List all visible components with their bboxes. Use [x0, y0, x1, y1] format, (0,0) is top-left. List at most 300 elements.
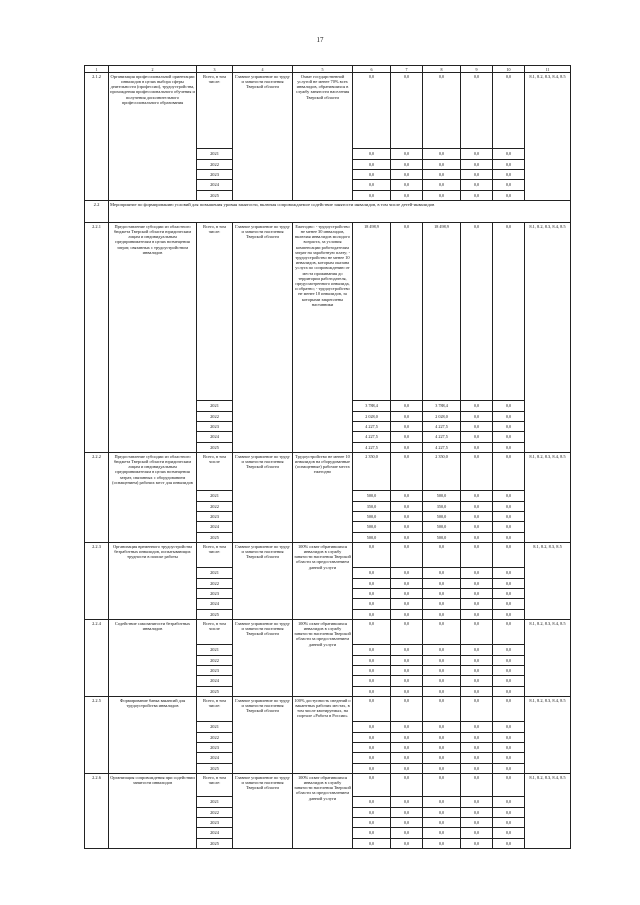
- total-value: 18 498,9: [364, 223, 379, 229]
- year-value: 0,0: [461, 588, 492, 598]
- year-value: 0,0: [353, 686, 390, 696]
- year-value: 0,0: [353, 179, 390, 189]
- column-number: 3: [197, 66, 233, 73]
- year-value: 0,0: [391, 752, 422, 762]
- year-value: 0,0: [461, 655, 492, 665]
- year-value: 0,0: [391, 796, 422, 806]
- row-number: 2.2.3: [85, 543, 109, 620]
- column-number: 4: [233, 66, 293, 73]
- year-label: 2022: [197, 411, 232, 421]
- year-value: 0,0: [423, 742, 460, 752]
- year-value: 0,0: [391, 421, 422, 431]
- year-value: 0,0: [493, 675, 524, 685]
- year-value: 0,0: [461, 190, 492, 200]
- year-value: 0,0: [423, 567, 460, 577]
- year-value: 0,0: [391, 665, 422, 675]
- year-value: 0,0: [423, 817, 460, 827]
- section-row: [85, 201, 571, 223]
- value-cell: [391, 73, 423, 201]
- year-value: 0,0: [461, 169, 492, 179]
- table-row: [85, 453, 571, 543]
- value-cell: [493, 620, 525, 697]
- value-cell: [493, 774, 525, 849]
- total-label: Всего, в том числе:: [203, 73, 226, 84]
- year-value: 0,0: [391, 190, 422, 200]
- year-value: 0,0: [493, 588, 524, 598]
- value-cell: [353, 223, 391, 453]
- year-label: 2021: [197, 148, 232, 158]
- year-value: 0,0: [493, 511, 524, 521]
- year-value: 0,0: [461, 532, 492, 542]
- year-value: 0,0: [493, 732, 524, 742]
- year-value: 0,0: [391, 431, 422, 441]
- executor: Главное управление по труду и занятости населения Тверской области: [233, 543, 293, 620]
- executor: Главное управление по труду и занятости населения Тверской области: [233, 697, 293, 774]
- year-value: 0,0: [353, 827, 390, 837]
- indicator-codes: 8.1, 8.2, 8.3, 8.4, 8.5: [525, 453, 571, 543]
- indicator-codes: 8.1, 8.2, 8.3, 8.4, 8.5: [525, 774, 571, 849]
- year-value: 0,0: [391, 578, 422, 588]
- column-number: 2: [109, 66, 197, 73]
- executor: Главное управление по труду и занятости населения Тверской области: [233, 620, 293, 697]
- year-value: 0,0: [353, 148, 390, 158]
- year-value: 0,0: [353, 588, 390, 598]
- year-value: 0,0: [423, 763, 460, 773]
- year-value: 4 227,5: [423, 431, 460, 441]
- year-value: 0,0: [353, 742, 390, 752]
- year-value: 0,0: [461, 763, 492, 773]
- period-cell: [197, 223, 233, 453]
- year-value: 0,0: [461, 807, 492, 817]
- year-value: 0,0: [423, 179, 460, 189]
- year-value: 0,0: [391, 732, 422, 742]
- year-label: 2024: [197, 598, 232, 608]
- year-value: 0,0: [391, 532, 422, 542]
- total-value: 0,0: [473, 774, 480, 780]
- year-value: 0,0: [423, 598, 460, 608]
- year-value: 0,0: [461, 511, 492, 521]
- year-value: 0,0: [493, 190, 524, 200]
- year-value: 0,0: [461, 796, 492, 806]
- year-value: 0,0: [423, 159, 460, 169]
- table-row: [85, 774, 571, 849]
- value-cell: [461, 453, 493, 543]
- year-value: 350,0: [423, 501, 460, 511]
- year-value: 0,0: [493, 411, 524, 421]
- activity-name: Организация временного трудоустройства безработных инвалидов, испытывающих трудности в поиске работы: [109, 543, 197, 620]
- indicator-codes: 8.1, 8.2, 8.3, 8.4, 8.5: [525, 620, 571, 697]
- indicator: 100% доступность сведений о вакантных рабочих местах, в том числе квотируемых, на портале «Работа в России»: [293, 697, 353, 774]
- year-label: 2022: [197, 159, 232, 169]
- value-cell: [423, 774, 461, 849]
- period-cell: [197, 453, 233, 543]
- total-label: Всего, в том числе:: [203, 223, 226, 234]
- year-value: 0,0: [353, 807, 390, 817]
- activity-name: Формирование банка вакансий для трудоустройства инвалидов: [109, 697, 197, 774]
- value-cell: [461, 774, 493, 849]
- year-label: 2022: [197, 807, 232, 817]
- year-label: 2022: [197, 578, 232, 588]
- total-value: 0,0: [505, 223, 512, 229]
- year-value: 0,0: [353, 721, 390, 731]
- indicator: Трудоустройство не менее 10 инвалидов на оборудованные (оснащенные) рабочие места ежегодно: [293, 453, 353, 543]
- year-value: 0,0: [391, 501, 422, 511]
- year-value: 0,0: [493, 521, 524, 531]
- year-value: 0,0: [353, 655, 390, 665]
- table-row: [85, 697, 571, 774]
- year-value: 0,0: [461, 817, 492, 827]
- section-title: Мероприятие по формированию условий для повышения уровня занятости, включая сопровождаемое содействие занятости инвалидов, в том числе детей-инвалидов: [109, 201, 571, 223]
- year-value: 0,0: [423, 675, 460, 685]
- activity-name: Организация профессиональной ориентации инвалидов в целях выбора сферы деятельности (профессии), трудоустройства, прохождения профессионального обучения и получения дополнительного профессионального образования: [109, 73, 197, 201]
- year-value: 0,0: [493, 421, 524, 431]
- total-value: 0,0: [368, 73, 375, 79]
- total-value: 0,0: [473, 697, 480, 703]
- year-value: 0,0: [353, 169, 390, 179]
- value-cell: [353, 774, 391, 849]
- total-value: 18 498,9: [434, 223, 449, 229]
- year-value: 0,0: [461, 686, 492, 696]
- year-label: 2021: [197, 490, 232, 500]
- column-number: 9: [461, 66, 493, 73]
- year-value: 0,0: [423, 665, 460, 675]
- year-value: 0,0: [353, 159, 390, 169]
- year-value: 0,0: [493, 763, 524, 773]
- year-value: 0,0: [391, 817, 422, 827]
- total-value: 0,0: [403, 620, 410, 626]
- year-value: 0,0: [423, 752, 460, 762]
- total-label: Всего, в том числе: [203, 620, 226, 631]
- value-cell: [461, 620, 493, 697]
- total-label: Всего, в том числе: [203, 453, 226, 464]
- year-label: 2023: [197, 817, 232, 827]
- year-value: 0,0: [423, 807, 460, 817]
- year-label: 2021: [197, 567, 232, 577]
- activity-name: Предоставление субсидии из областного бюджета Тверской области юридическим лицам и индивидуальным предпринимателям в целях возмещения затрат, связанных с трудоустройством инвалидов: [109, 223, 197, 453]
- year-value: 2 028,0: [423, 411, 460, 421]
- total-value: 0,0: [403, 73, 410, 79]
- year-value: 0,0: [493, 742, 524, 752]
- total-value: 0,0: [403, 543, 410, 549]
- year-label: 2024: [197, 179, 232, 189]
- year-value: 0,0: [391, 827, 422, 837]
- row-number: 2.1.2: [85, 73, 109, 201]
- year-label: 2025: [197, 609, 232, 619]
- year-value: 0,0: [391, 588, 422, 598]
- value-cell: [353, 620, 391, 697]
- year-value: 4 227,5: [353, 431, 390, 441]
- year-value: 0,0: [493, 686, 524, 696]
- column-number: 1: [85, 66, 109, 73]
- year-value: 0,0: [461, 598, 492, 608]
- row-number: 2.2.6: [85, 774, 109, 849]
- value-cell: [423, 453, 461, 543]
- year-value: 0,0: [423, 644, 460, 654]
- total-value: 2 350,0: [435, 453, 448, 459]
- column-number: 7: [391, 66, 423, 73]
- year-label: 2023: [197, 588, 232, 598]
- indicator: 100% охват обратившихся инвалидов в службу занятости населения Тверской области за предоставлением данной услуги: [293, 543, 353, 620]
- year-label: 2025: [197, 763, 232, 773]
- value-cell: [353, 697, 391, 774]
- year-value: 0,0: [391, 511, 422, 521]
- indicator-codes: 8.1, 8.2, 8.3, 8.5: [525, 543, 571, 620]
- period-cell: [197, 774, 233, 849]
- year-label: 2021: [197, 721, 232, 731]
- value-cell: [391, 620, 423, 697]
- total-value: 0,0: [368, 620, 375, 626]
- year-value: 4 227,5: [353, 442, 390, 452]
- year-value: 0,0: [391, 838, 422, 848]
- year-value: 0,0: [493, 148, 524, 158]
- value-cell: [391, 453, 423, 543]
- total-label: Всего, в том числе:: [203, 543, 226, 554]
- year-value: 0,0: [493, 665, 524, 675]
- total-value: 0,0: [473, 620, 480, 626]
- year-label: 2024: [197, 675, 232, 685]
- year-value: 3 788,4: [423, 400, 460, 410]
- activity-name: Содействие самозанятости безработных инвалидов: [109, 620, 197, 697]
- year-value: 0,0: [391, 169, 422, 179]
- year-value: 0,0: [423, 169, 460, 179]
- year-value: 0,0: [353, 817, 390, 827]
- year-value: 500,0: [423, 511, 460, 521]
- value-cell: [353, 543, 391, 620]
- year-label: 2023: [197, 742, 232, 752]
- year-value: 0,0: [391, 742, 422, 752]
- total-value: 0,0: [473, 543, 480, 549]
- year-value: 0,0: [353, 609, 390, 619]
- year-value: 0,0: [493, 567, 524, 577]
- year-value: 0,0: [353, 190, 390, 200]
- year-label: 2021: [197, 644, 232, 654]
- total-value: 0,0: [473, 453, 480, 459]
- total-value: 0,0: [438, 620, 445, 626]
- year-value: 350,0: [353, 501, 390, 511]
- year-label: 2024: [197, 431, 232, 441]
- year-value: 0,0: [461, 827, 492, 837]
- year-label: 2023: [197, 421, 232, 431]
- table-row: [85, 73, 571, 201]
- year-value: 0,0: [423, 827, 460, 837]
- year-value: 4 227,5: [423, 421, 460, 431]
- year-label: 2025: [197, 442, 232, 452]
- total-value: 0,0: [473, 73, 480, 79]
- year-label: 2025: [197, 838, 232, 848]
- year-value: 0,0: [353, 838, 390, 848]
- year-value: 0,0: [353, 578, 390, 588]
- period-cell: [197, 73, 233, 201]
- executor: Главное управление по труду и занятости населения Тверской области: [233, 453, 293, 543]
- year-value: 0,0: [353, 665, 390, 675]
- year-value: 0,0: [353, 675, 390, 685]
- year-label: 2022: [197, 732, 232, 742]
- year-value: 0,0: [423, 190, 460, 200]
- value-cell: [353, 73, 391, 201]
- year-label: 2025: [197, 686, 232, 696]
- year-value: 0,0: [391, 644, 422, 654]
- year-value: 3 788,4: [353, 400, 390, 410]
- year-label: 2021: [197, 400, 232, 410]
- row-number: 2.2.5: [85, 697, 109, 774]
- year-value: 0,0: [391, 598, 422, 608]
- year-label: 2021: [197, 796, 232, 806]
- indicator-codes: 8.1, 8.2, 8.3, 8.4, 8.5: [525, 697, 571, 774]
- activity-name: Организация сопровождения при содействии занятости инвалидов: [109, 774, 197, 849]
- year-value: 500,0: [353, 511, 390, 521]
- year-value: 0,0: [493, 807, 524, 817]
- year-value: 500,0: [353, 490, 390, 500]
- column-number: 5: [293, 66, 353, 73]
- year-value: 0,0: [493, 179, 524, 189]
- year-value: 0,0: [423, 578, 460, 588]
- indicator: 100% охват обратившихся инвалидов в службу занятости населения Тверской области за предоставлением данной услуги: [293, 774, 353, 849]
- table-row: [85, 223, 571, 453]
- year-value: 0,0: [423, 609, 460, 619]
- total-value: 0,0: [403, 697, 410, 703]
- year-value: 0,0: [461, 501, 492, 511]
- year-value: 0,0: [493, 598, 524, 608]
- year-value: 0,0: [423, 796, 460, 806]
- year-value: 0,0: [493, 752, 524, 762]
- year-value: 0,0: [493, 532, 524, 542]
- value-cell: [493, 543, 525, 620]
- year-value: 0,0: [391, 763, 422, 773]
- year-label: 2022: [197, 501, 232, 511]
- value-cell: [493, 697, 525, 774]
- year-value: 0,0: [353, 752, 390, 762]
- year-value: 0,0: [391, 490, 422, 500]
- year-value: 0,0: [493, 721, 524, 731]
- year-value: 0,0: [461, 732, 492, 742]
- value-cell: [391, 774, 423, 849]
- year-value: 0,0: [493, 431, 524, 441]
- year-value: 0,0: [493, 442, 524, 452]
- year-value: 0,0: [353, 796, 390, 806]
- activity-name: Предоставление субсидии из областного бюджета Тверской области юридическим лицам и индивидуальным предпринимателям в целях возмещения затрат, связанных с оборудованием (оснащением) рабочих мест для инвалидов: [109, 453, 197, 543]
- value-cell: [353, 453, 391, 543]
- year-value: 0,0: [423, 655, 460, 665]
- total-value: 0,0: [368, 543, 375, 549]
- year-value: 500,0: [353, 521, 390, 531]
- year-value: 0,0: [423, 732, 460, 742]
- year-value: 0,0: [461, 742, 492, 752]
- year-label: 2024: [197, 752, 232, 762]
- year-value: 0,0: [461, 411, 492, 421]
- total-value: 0,0: [403, 453, 410, 459]
- indicator: Ежегодно: - трудоустройство не менее 30 инвалидов, включая инвалидов молодого возраста, за условия компенсации работодателям затрат на заработную плату; - трудоустройство не менее 10 инвалидов, которым оказана услуга по сопровождению от места проживания до территории работодателя, предусмотренного инвалида, и обратно; - трудоустройство не менее 10 инвалидов, за которыми закреплены наставники: [293, 223, 353, 453]
- total-label: Всего, в том числе:: [203, 774, 226, 785]
- year-value: 0,0: [461, 431, 492, 441]
- total-value: 0,0: [438, 543, 445, 549]
- value-cell: [461, 73, 493, 201]
- column-number: 10: [493, 66, 525, 73]
- period-cell: [197, 697, 233, 774]
- year-value: 0,0: [391, 442, 422, 452]
- year-value: 0,0: [493, 838, 524, 848]
- year-value: 0,0: [391, 721, 422, 731]
- year-value: 0,0: [353, 567, 390, 577]
- year-label: 2023: [197, 511, 232, 521]
- year-label: 2023: [197, 665, 232, 675]
- value-cell: [461, 223, 493, 453]
- year-value: 0,0: [461, 159, 492, 169]
- year-value: 0,0: [493, 644, 524, 654]
- year-value: 0,0: [353, 732, 390, 742]
- indicator-codes: 8.1, 8.2, 8.3, 8.4, 8.5: [525, 73, 571, 201]
- value-cell: [391, 697, 423, 774]
- value-cell: [461, 697, 493, 774]
- column-number: 6: [353, 66, 391, 73]
- year-label: 2023: [197, 169, 232, 179]
- year-value: 0,0: [461, 400, 492, 410]
- total-value: 0,0: [438, 697, 445, 703]
- total-value: 0,0: [473, 223, 480, 229]
- column-number: 11: [525, 66, 571, 73]
- row-number: 2.2.1: [85, 223, 109, 453]
- table-row: [85, 620, 571, 697]
- total-value: 0,0: [368, 774, 375, 780]
- year-value: 0,0: [461, 148, 492, 158]
- page-number: 17: [316, 36, 324, 44]
- year-value: 0,0: [493, 578, 524, 588]
- year-value: 0,0: [391, 411, 422, 421]
- period-cell: [197, 543, 233, 620]
- year-label: 2024: [197, 521, 232, 531]
- total-label: Всего, в том числе:: [203, 697, 226, 708]
- year-value: 0,0: [353, 644, 390, 654]
- year-value: 500,0: [423, 521, 460, 531]
- year-value: 0,0: [461, 490, 492, 500]
- year-value: 0,0: [493, 817, 524, 827]
- year-value: 0,0: [423, 838, 460, 848]
- year-value: 0,0: [391, 400, 422, 410]
- value-cell: [493, 453, 525, 543]
- year-value: 0,0: [461, 838, 492, 848]
- column-number-row: [85, 66, 571, 73]
- value-cell: [391, 223, 423, 453]
- year-value: 0,0: [461, 442, 492, 452]
- indicator-codes: 8.1, 8.2, 8.3, 8.4, 8.5: [525, 223, 571, 453]
- year-value: 0,0: [423, 721, 460, 731]
- year-value: 0,0: [493, 827, 524, 837]
- total-value: 0,0: [505, 620, 512, 626]
- year-value: 0,0: [423, 148, 460, 158]
- year-value: 0,0: [461, 421, 492, 431]
- year-value: 4 227,5: [353, 421, 390, 431]
- row-number: 2.2.2: [85, 453, 109, 543]
- year-value: 0,0: [493, 501, 524, 511]
- year-value: 0,0: [493, 796, 524, 806]
- row-number: 2.2.4: [85, 620, 109, 697]
- year-label: 2025: [197, 532, 232, 542]
- year-value: 0,0: [461, 721, 492, 731]
- year-value: 500,0: [423, 490, 460, 500]
- year-value: 0,0: [461, 644, 492, 654]
- value-cell: [461, 543, 493, 620]
- year-value: 0,0: [423, 686, 460, 696]
- total-value: 0,0: [403, 774, 410, 780]
- executor: Главное управление по труду и занятости населения Тверской области: [233, 73, 293, 201]
- year-value: 0,0: [391, 807, 422, 817]
- total-value: 0,0: [505, 697, 512, 703]
- year-value: 0,0: [461, 578, 492, 588]
- year-value: 0,0: [461, 752, 492, 762]
- executor: Главное управление по труду и занятости населения Тверской области: [233, 774, 293, 849]
- value-cell: [391, 543, 423, 620]
- year-value: 500,0: [423, 532, 460, 542]
- total-value: 0,0: [505, 543, 512, 549]
